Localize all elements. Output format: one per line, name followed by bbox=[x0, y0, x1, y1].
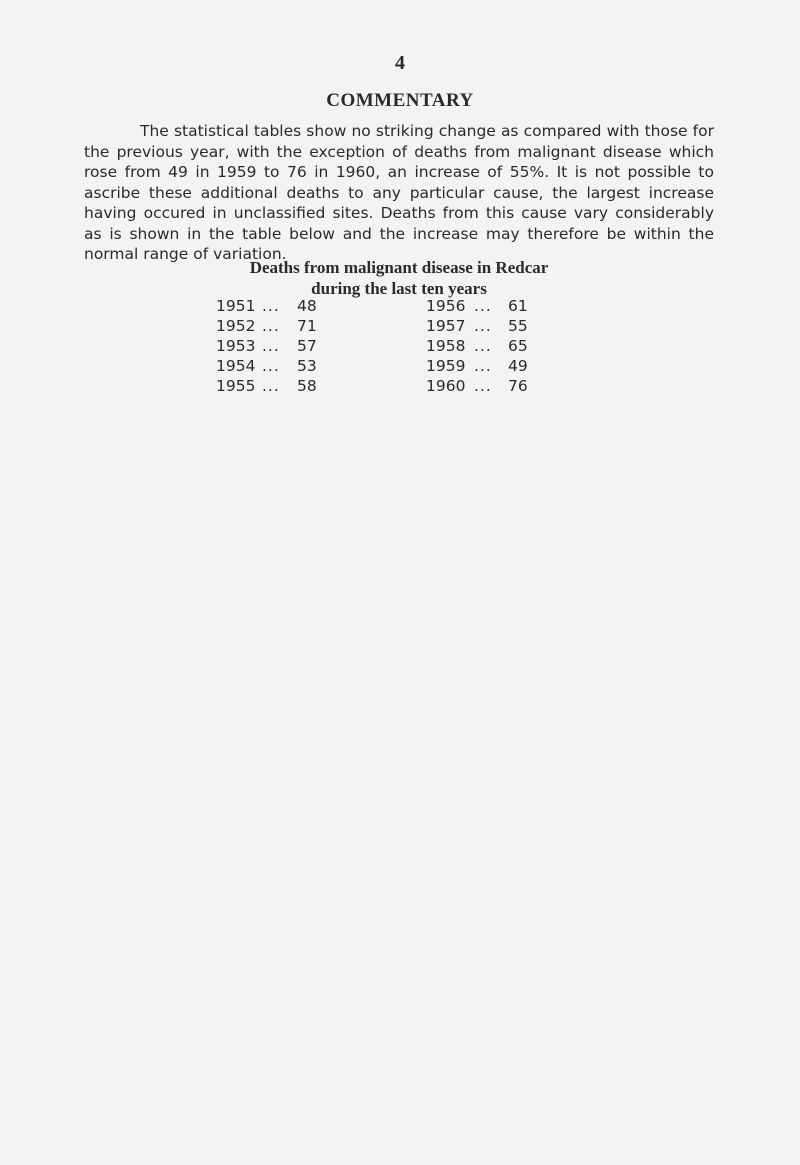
table-deaths: 76 bbox=[508, 377, 528, 395]
table-deaths: 58 bbox=[297, 377, 317, 395]
table-separator: ... bbox=[262, 297, 280, 315]
table-separator: ... bbox=[474, 337, 492, 355]
table-year: 1960 bbox=[426, 377, 466, 395]
table-deaths: 61 bbox=[508, 297, 528, 315]
table-separator: ... bbox=[474, 317, 492, 335]
table-year: 1954 bbox=[216, 357, 256, 375]
table-separator: ... bbox=[474, 377, 492, 395]
table-deaths: 49 bbox=[508, 357, 528, 375]
table-deaths: 48 bbox=[297, 297, 317, 315]
table-separator: ... bbox=[262, 357, 280, 375]
table-title bbox=[214, 257, 584, 299]
table-year: 1951 bbox=[216, 297, 256, 315]
table-title-line-2: during the last ten years bbox=[311, 279, 487, 298]
table-year: 1957 bbox=[426, 317, 466, 335]
table-separator: ... bbox=[262, 337, 280, 355]
table-deaths: 53 bbox=[297, 357, 317, 375]
page-title: COMMENTARY bbox=[326, 90, 474, 111]
table-deaths: 65 bbox=[508, 337, 528, 355]
table-year: 1959 bbox=[426, 357, 466, 375]
table-year: 1955 bbox=[216, 377, 256, 395]
commentary-paragraph: The statistical tables show no striking change as compared with those for the previous year, with the exception of deaths from malignant disease which rose from 49 in 1959 to 76 in 1960, an increase of 55%. It is not possible to ascribe these additional deaths to any particular cause, the largest increase having occured in unclassified sites. Deaths from this cause vary considerably as is shown in the table below and the increase may therefore be within the normal range of variation. bbox=[84, 122, 714, 263]
deaths-by-year-table bbox=[0, 296, 800, 396]
table-deaths: 55 bbox=[508, 317, 528, 335]
table-deaths: 57 bbox=[297, 337, 317, 355]
table-title-line-1: Deaths from malignant disease in Redcar bbox=[249, 258, 549, 277]
table-separator: ... bbox=[262, 317, 280, 335]
table-year: 1952 bbox=[216, 317, 256, 335]
table-year: 1953 bbox=[216, 337, 256, 355]
page-number: 4 bbox=[395, 52, 405, 74]
table-separator: ... bbox=[474, 297, 492, 315]
table-year: 1956 bbox=[426, 297, 466, 315]
table-deaths: 71 bbox=[297, 317, 317, 335]
table-year: 1958 bbox=[426, 337, 466, 355]
table-separator: ... bbox=[262, 377, 280, 395]
table-separator: ... bbox=[474, 357, 492, 375]
